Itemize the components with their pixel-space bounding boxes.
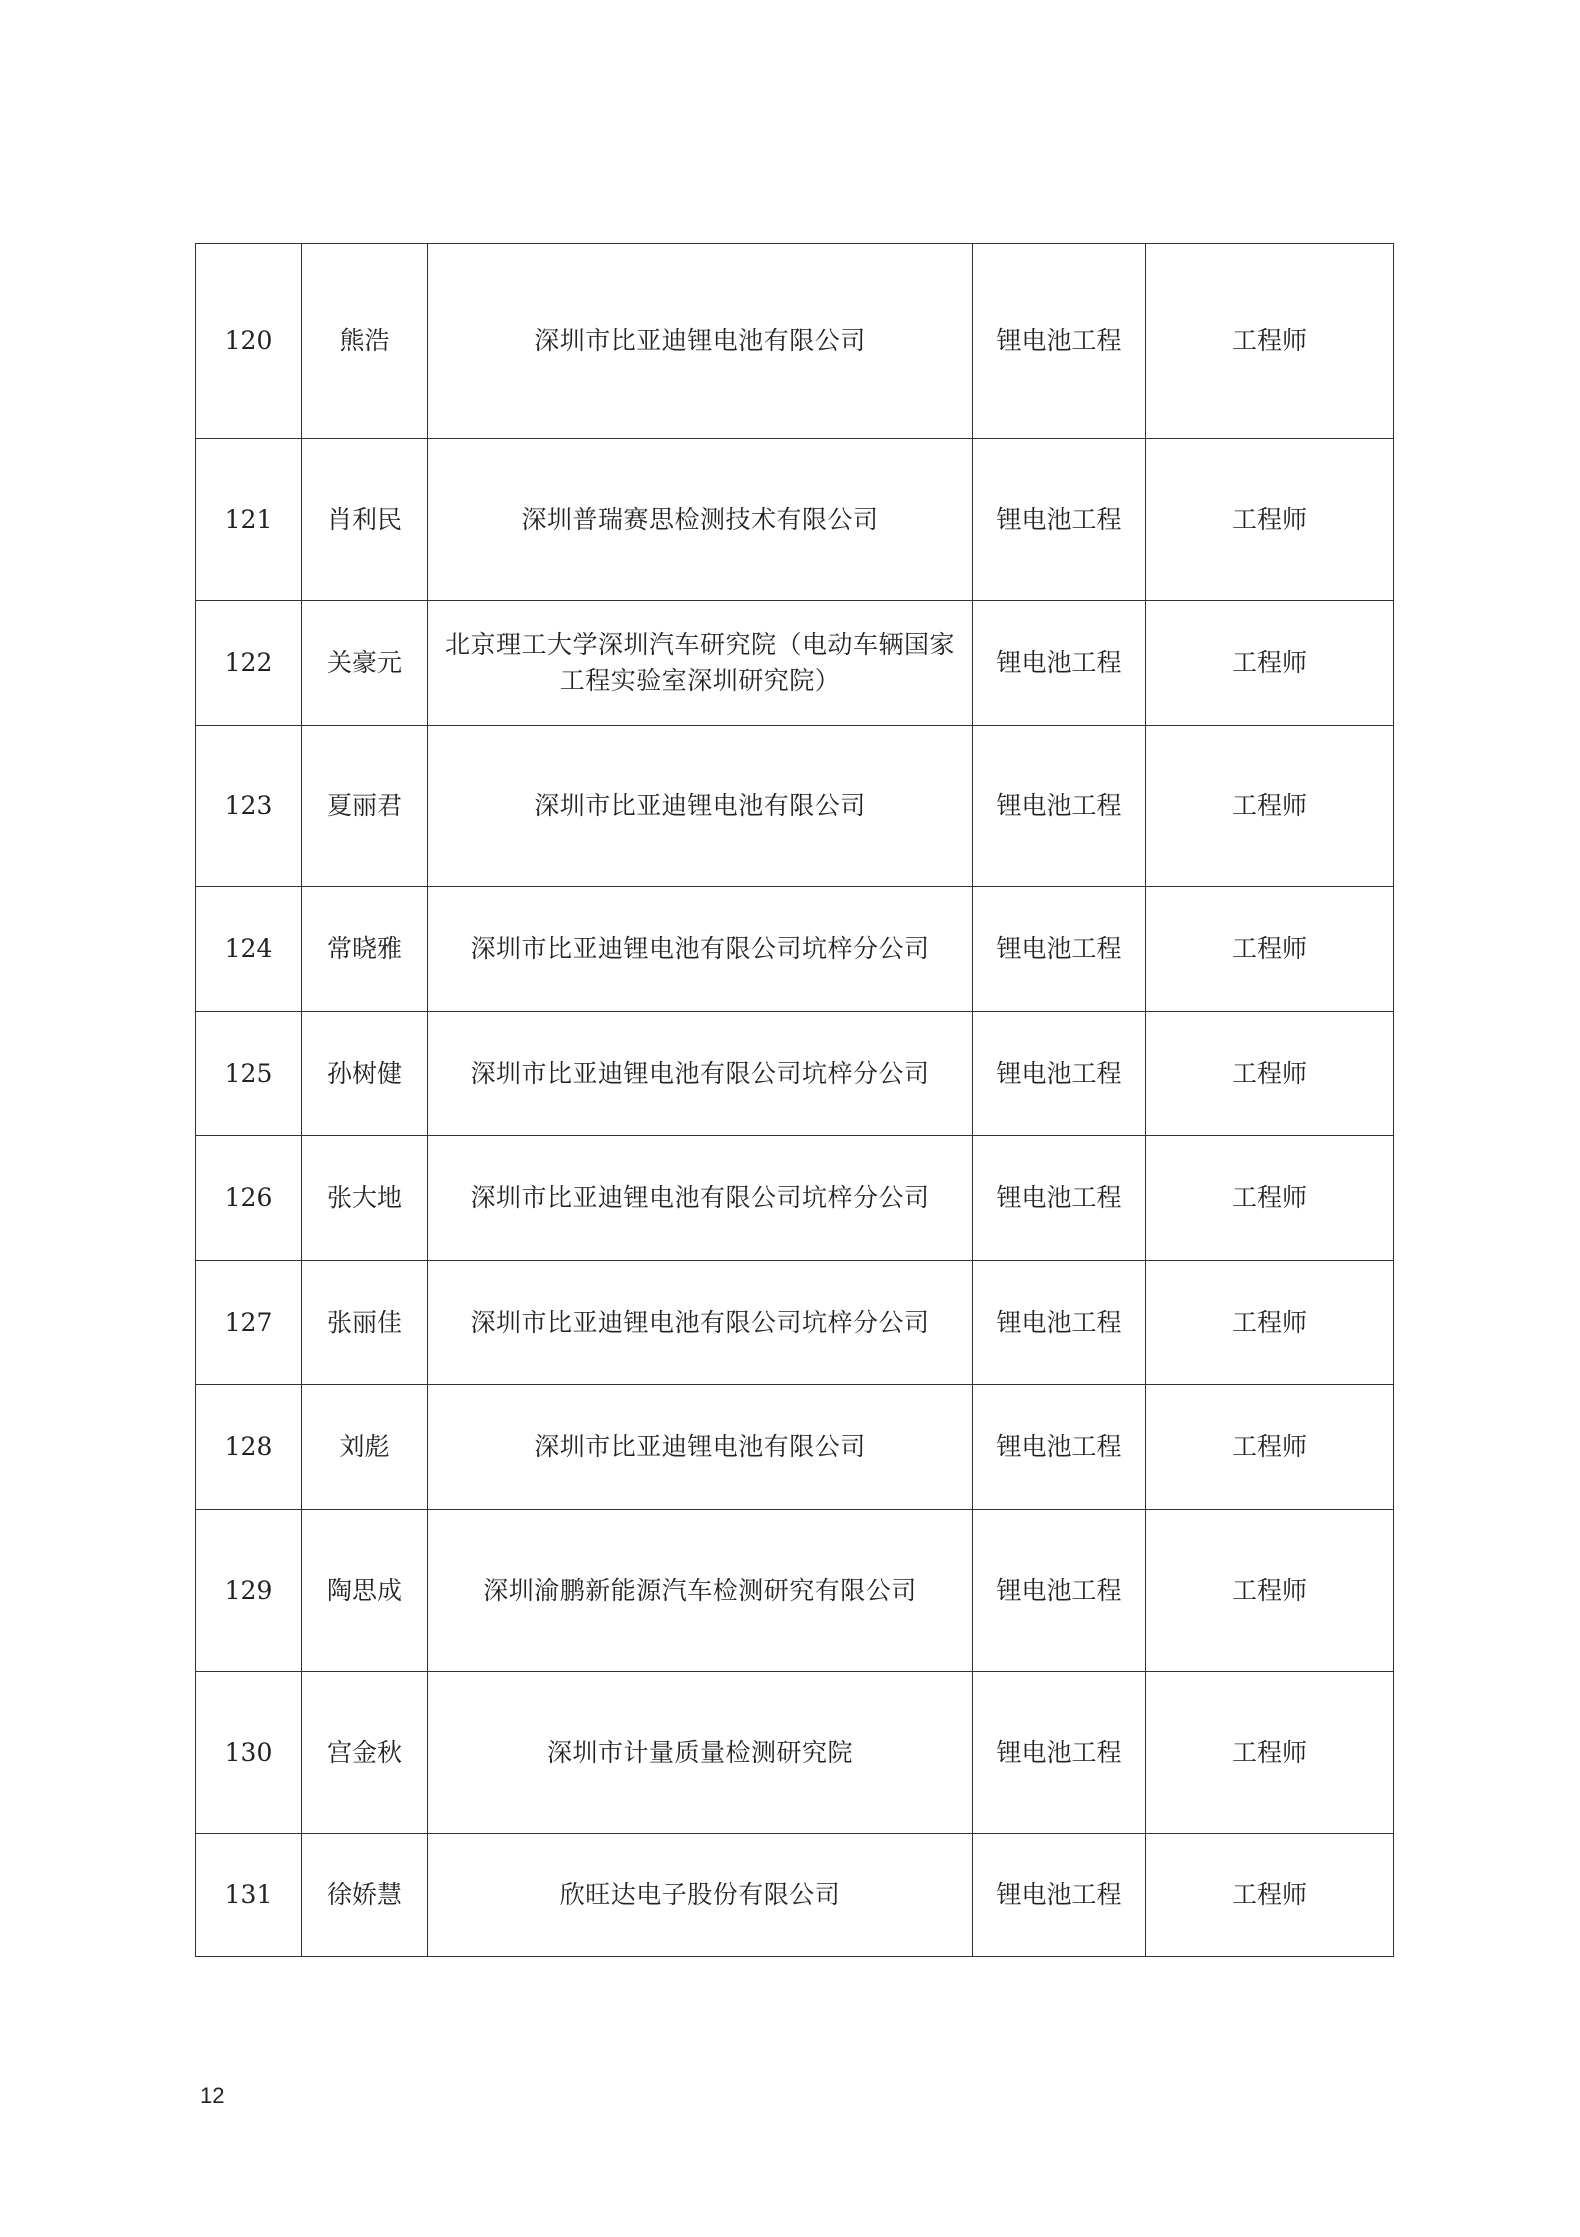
cell-field: 锂电池工程 xyxy=(973,887,1146,1012)
cell-number: 126 xyxy=(196,1136,302,1261)
cell-name: 刘彪 xyxy=(302,1385,428,1510)
cell-number: 124 xyxy=(196,887,302,1012)
cell-number: 125 xyxy=(196,1012,302,1136)
cell-number: 129 xyxy=(196,1510,302,1672)
cell-title: 工程师 xyxy=(1146,601,1394,726)
cell-field: 锂电池工程 xyxy=(973,1834,1146,1957)
table-row xyxy=(196,244,1394,439)
table-row xyxy=(196,1136,1394,1261)
cell-organization: 深圳市比亚迪锂电池有限公司 xyxy=(428,726,973,887)
cell-name: 孙树健 xyxy=(302,1012,428,1136)
cell-organization: 深圳普瑞赛思检测技术有限公司 xyxy=(428,439,973,601)
cell-field: 锂电池工程 xyxy=(973,601,1146,726)
cell-name: 肖利民 xyxy=(302,439,428,601)
cell-title: 工程师 xyxy=(1146,1834,1394,1957)
cell-organization: 深圳市比亚迪锂电池有限公司坑梓分公司 xyxy=(428,1261,973,1385)
cell-organization: 北京理工大学深圳汽车研究院（电动车辆国家工程实验室深圳研究院） xyxy=(428,601,973,726)
page-number: 12 xyxy=(200,2083,225,2108)
table-row xyxy=(196,601,1394,726)
table-row xyxy=(196,1510,1394,1672)
cell-name: 张丽佳 xyxy=(302,1261,428,1385)
cell-number: 121 xyxy=(196,439,302,601)
cell-number: 123 xyxy=(196,726,302,887)
cell-organization: 深圳市比亚迪锂电池有限公司 xyxy=(428,244,973,439)
cell-name: 宫金秋 xyxy=(302,1672,428,1834)
cell-field: 锂电池工程 xyxy=(973,1012,1146,1136)
cell-organization: 欣旺达电子股份有限公司 xyxy=(428,1834,973,1957)
table-row xyxy=(196,726,1394,887)
cell-title: 工程师 xyxy=(1146,439,1394,601)
cell-title: 工程师 xyxy=(1146,1261,1394,1385)
cell-organization: 深圳市比亚迪锂电池有限公司坑梓分公司 xyxy=(428,1136,973,1261)
cell-title: 工程师 xyxy=(1146,244,1394,439)
cell-organization: 深圳市比亚迪锂电池有限公司坑梓分公司 xyxy=(428,887,973,1012)
cell-number: 130 xyxy=(196,1672,302,1834)
cell-field: 锂电池工程 xyxy=(973,1261,1146,1385)
cell-organization: 深圳市计量质量检测研究院 xyxy=(428,1672,973,1834)
cell-name: 夏丽君 xyxy=(302,726,428,887)
cell-number: 127 xyxy=(196,1261,302,1385)
cell-field: 锂电池工程 xyxy=(973,244,1146,439)
cell-name: 熊浩 xyxy=(302,244,428,439)
cell-name: 张大地 xyxy=(302,1136,428,1261)
cell-number: 122 xyxy=(196,601,302,726)
cell-number: 131 xyxy=(196,1834,302,1957)
table-row xyxy=(196,1672,1394,1834)
cell-title: 工程师 xyxy=(1146,1672,1394,1834)
cell-title: 工程师 xyxy=(1146,726,1394,887)
cell-title: 工程师 xyxy=(1146,1510,1394,1672)
cell-field: 锂电池工程 xyxy=(973,726,1146,887)
cell-title: 工程师 xyxy=(1146,1012,1394,1136)
cell-name: 陶思成 xyxy=(302,1510,428,1672)
cell-organization: 深圳渝鹏新能源汽车检测研究有限公司 xyxy=(428,1510,973,1672)
cell-field: 锂电池工程 xyxy=(973,1136,1146,1261)
table-row xyxy=(196,1834,1394,1957)
cell-field: 锂电池工程 xyxy=(973,1510,1146,1672)
cell-organization: 深圳市比亚迪锂电池有限公司 xyxy=(428,1385,973,1510)
cell-name: 常晓雅 xyxy=(302,887,428,1012)
cell-name: 徐娇慧 xyxy=(302,1834,428,1957)
cell-title: 工程师 xyxy=(1146,887,1394,1012)
cell-title: 工程师 xyxy=(1146,1136,1394,1261)
cell-number: 120 xyxy=(196,244,302,439)
table-row xyxy=(196,1385,1394,1510)
roster-table-body xyxy=(196,244,1394,1957)
cell-field: 锂电池工程 xyxy=(973,439,1146,601)
cell-name: 关豪元 xyxy=(302,601,428,726)
cell-field: 锂电池工程 xyxy=(973,1672,1146,1834)
table-row xyxy=(196,887,1394,1012)
roster-table xyxy=(195,243,1394,1957)
table-row xyxy=(196,1012,1394,1136)
table-row xyxy=(196,439,1394,601)
cell-organization: 深圳市比亚迪锂电池有限公司坑梓分公司 xyxy=(428,1012,973,1136)
cell-field: 锂电池工程 xyxy=(973,1385,1146,1510)
table-row xyxy=(196,1261,1394,1385)
cell-number: 128 xyxy=(196,1385,302,1510)
cell-title: 工程师 xyxy=(1146,1385,1394,1510)
